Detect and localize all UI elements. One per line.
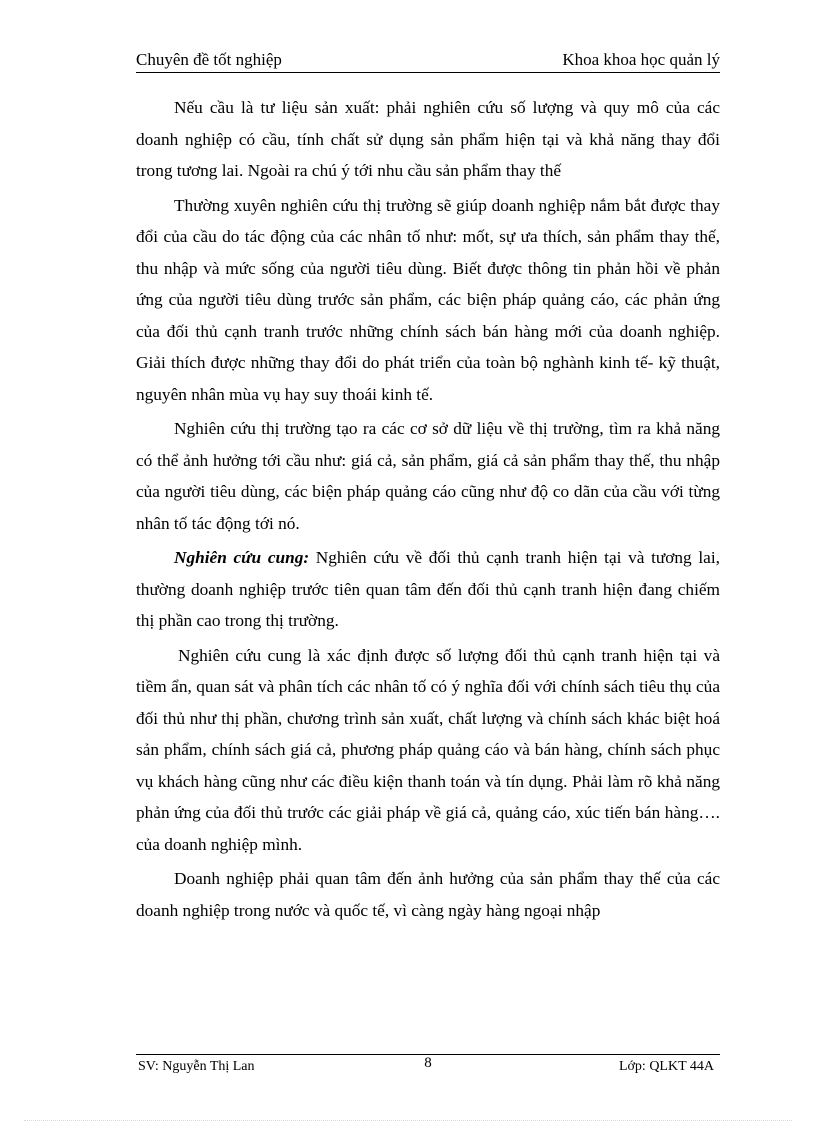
supply-research-text: Nghiên cứu về đối thủ cạnh tranh hiện tại và tương lai, thường doanh nghiệp trước tiên quan tâm đến đối thủ cạnh tranh hiện đang chiếm thị phần cao trong thị trường. xyxy=(136,548,720,630)
paragraph-demand-production-goods: Nếu cầu là tư liệu sản xuất: phải nghiên cứu số lượng và quy mô của các doanh nghiệp có cầu, tính chất sử dụng sản phẩm hiện tại và khả năng thay đổi trong tương lai. Ngoài ra chú ý tới nhu cầu sản phẩm thay thế xyxy=(136,98,720,180)
document-body xyxy=(136,92,720,926)
paragraph-competitor-analysis: Nghiên cứu cung là xác định được số lượng đối thủ cạnh tranh hiện tại và tiềm ẩn, quan sát và phân tích các nhân tố có ý nghĩa đối với chính sách tiêu thụ của đối thủ như thị phần, chương trình sản xuất, chất lượng và chính sách khác biệt hoá sản phẩm, chính sách giá cả, phương pháp quảng cáo và bán hàng, chính sách phục vụ khách hàng cũng như các điều kiện thanh toán và tín dụng. Phải làm rõ khả năng phản ứng của đối thủ trước các giải pháp về giá cả, quảng cáo, xúc tiến bán hàng…. của doanh nghiệp mình. xyxy=(136,645,720,854)
paragraph-market-database: Nghiên cứu thị trường tạo ra các cơ sở dữ liệu về thị trường, tìm ra khả năng có thể ảnh hưởng tới cầu như: giá cả, sản phẩm, giá cả sản phẩm thay thế, thu nhập của người tiêu dùng, các biện pháp quảng cáo cũng như độ co dãn của cầu với từng nhân tố tác động tới nó. xyxy=(136,419,720,533)
page-footer xyxy=(136,1054,720,1077)
paragraph-substitute-products: Doanh nghiệp phải quan tâm đến ảnh hưởng của sản phẩm thay thế của các doanh nghiệp trong nước và quốc tế, vì càng ngày hàng ngoại nhập xyxy=(136,869,720,920)
header-left-text: Chuyên đề tốt nghiệp xyxy=(136,50,282,69)
paragraph-supply-research xyxy=(136,542,720,637)
page-header xyxy=(136,50,720,73)
paragraph-regular-market-research: Thường xuyên nghiên cứu thị trường sẽ giúp doanh nghiệp nắm bắt được thay đổi của cầu do tác động của các nhân tố như: mốt, sự ưa thích, sản phẩm thay thế, thu nhập và mức sống của người tiêu dùng. Biết được thông tin phản hồi về phản ứng của người tiêu dùng trước sản phẩm, các biện pháp quảng cáo, các phản ứng của đối thủ cạnh tranh trước những chính sách bán hàng mới của doanh nghiệp. Giải thích được những thay đổi do phát triển của toàn bộ nghành kinh tế- kỹ thuật, nguyên nhân mùa vụ hay suy thoái kinh tế. xyxy=(136,195,720,404)
page-number: 8 xyxy=(424,1055,432,1071)
page-bottom-edge xyxy=(24,1120,792,1121)
header-right-text: Khoa khoa học quản lý xyxy=(562,50,720,69)
footer-student-name: SV: Nguyễn Thị Lan xyxy=(138,1059,255,1074)
supply-research-heading: Nghiên cứu cung: xyxy=(174,548,310,567)
footer-class: Lớp: QLKT 44A xyxy=(618,1059,714,1074)
